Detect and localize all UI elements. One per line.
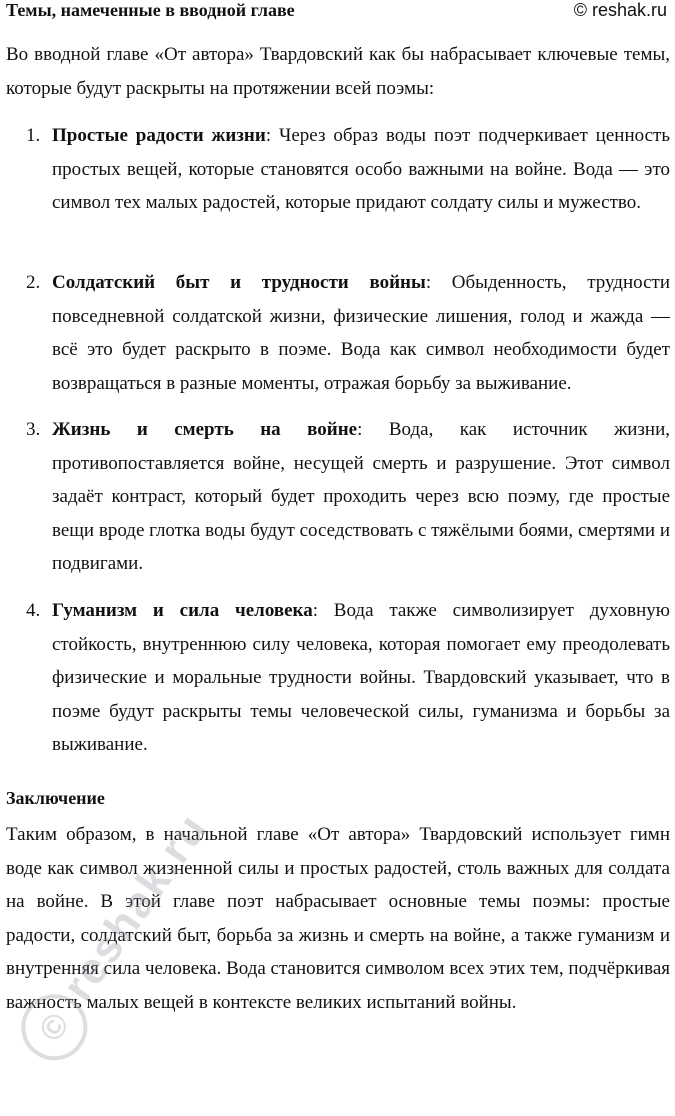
list-item-title: Жизнь и смерть на войне <box>52 419 358 440</box>
list-item-body: : Вода также символизирует духовную стойкость, внутреннюю силу человека, которая помогает ему преодолевать физические и моральные трудности войны. Твардовский указывает, что в поэме будут раскрыты темы человеческой силы, гуманизма и борьбы за выживание. <box>52 600 670 756</box>
list-item-title: Гуманизм и сила человека <box>52 600 313 621</box>
list-item-text <box>52 119 670 220</box>
section-heading: Темы, намеченные в вводной главе <box>6 0 295 20</box>
conclusion-heading: Заключение <box>6 788 105 808</box>
list-item-number: 1. <box>26 125 41 146</box>
list-item-number: 4. <box>26 600 41 621</box>
copyright-icon: © <box>8 981 100 1073</box>
list-item-text <box>52 266 670 400</box>
list-item-body: : Обыденность, трудности повседневной солдатской жизни, физические лишения, голод и жажда — всё это будет раскрыто в поэме. Вода как символ необходимости будет возвращаться в разные моменты, отражая борьбу за выживание. <box>52 272 670 394</box>
list-item-title: Солдатский быт и трудности войны <box>52 272 426 293</box>
list-item-body: : Через образ воды поэт подчеркивает ценность простых вещей, которые становятся особо важными на войне. Вода — это символ тех малых радостей, которые придают солдату силы и мужество. <box>52 125 670 214</box>
intro-paragraph: Во вводной главе «От автора» Твардовский как бы набрасывает ключевые темы, которые будут раскрыты на протяжении всей поэмы: <box>6 44 670 99</box>
watermark-text: reshak.ru <box>53 804 218 1010</box>
list-item-number: 3. <box>26 419 41 440</box>
list-item-text <box>52 413 670 581</box>
list-item-title: Простые радости жизни <box>52 125 266 146</box>
list-item-body: : Вода, как источник жизни, противопоставляется войне, несущей смерть и разрушение. Этот символ задаёт контраст, который будет проходить через всю поэму, где простые вещи вроде глотка воды будут соседствовать с тяжёлыми боями, смертями и подвигами. <box>52 419 670 575</box>
conclusion-paragraph: Таким образом, в начальной главе «От автора» Твардовский использует гимн воде как символ жизненной силы и простых радостей, столь важных для солдата на войне. В этой главе поэт набрасывает основные темы поэмы: простые радости, солдатский быт, борьба за жизнь и смерть на войне, а также гуманизм и внутренняя сила человека. Вода становится символом всех этих тем, подчёркивая важность малых вещей в контексте великих испытаний войны. <box>6 824 670 1013</box>
list-item-text <box>52 594 670 762</box>
source-label: © reshak.ru <box>573 0 667 20</box>
list-item-number: 2. <box>26 272 41 293</box>
